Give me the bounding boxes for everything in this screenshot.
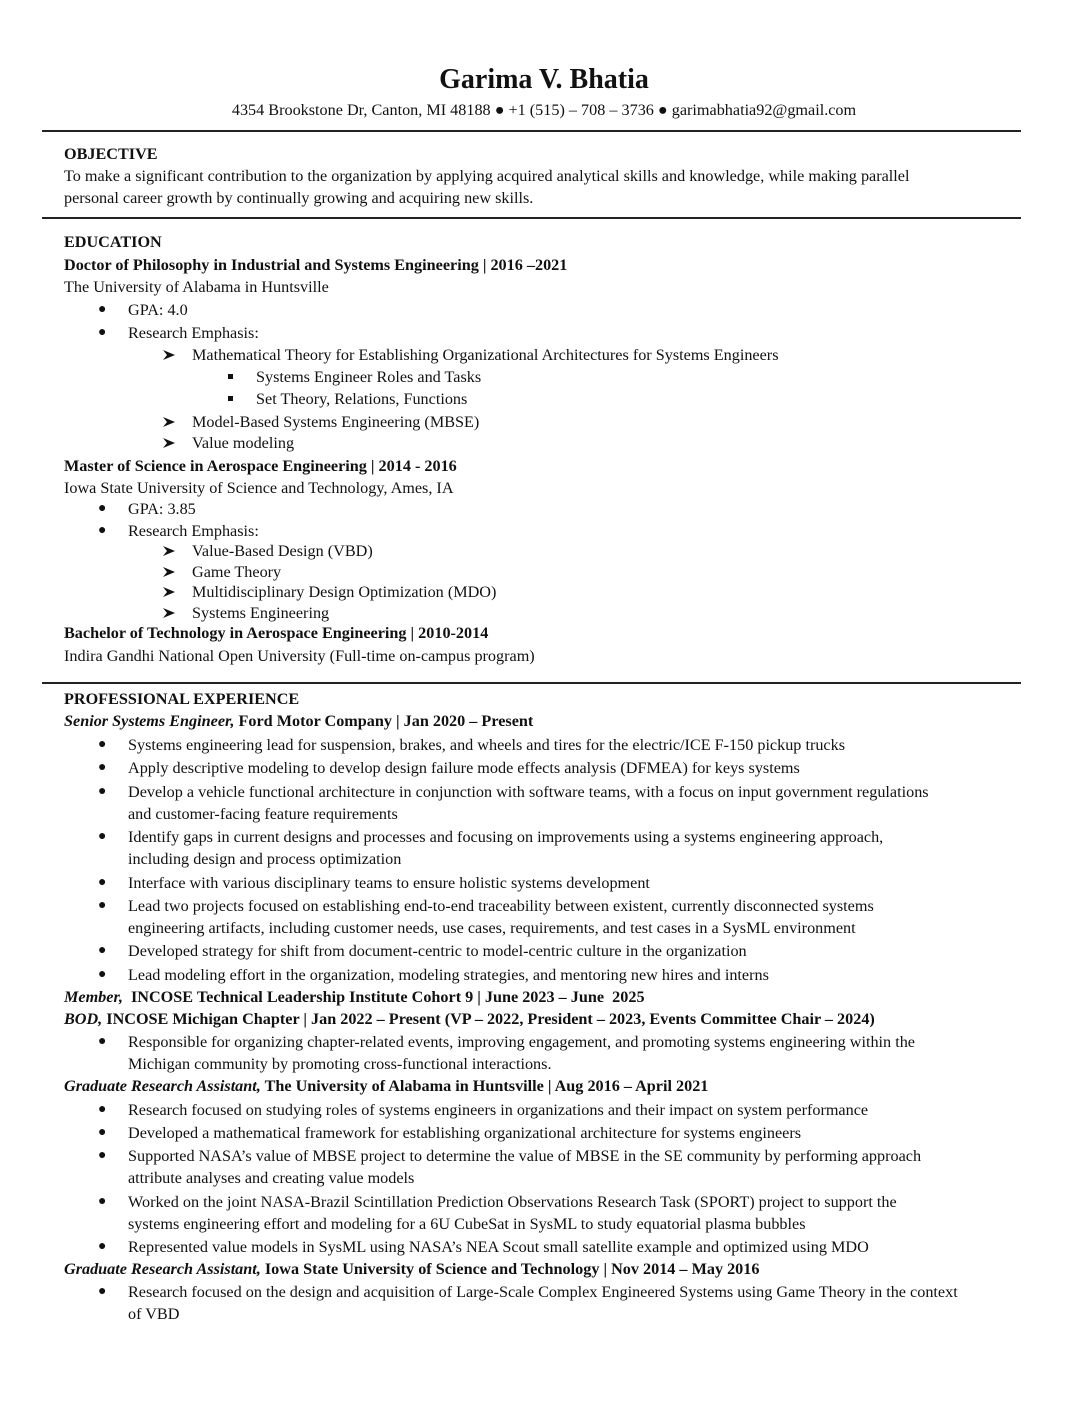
job-organization: Iowa State University of Science and Technology | Nov 2014 – May 2016 [260, 1260, 760, 1278]
job-bullet-text: systems engineering effort and modeling for a 6U CubeSat in SysML to study equatorial plasma bubbles [128, 1215, 806, 1233]
arrow-bullet-icon [162, 582, 176, 602]
square-bullet-icon [228, 374, 233, 379]
job-bullet-text: Worked on the joint NASA-Brazil Scintillation Prediction Observations Research Task (SPORT) project to support the [128, 1193, 897, 1211]
job-heading [64, 987, 645, 1007]
research-topic: Model-Based Systems Engineering (MBSE) [192, 413, 480, 431]
job-organization: INCOSE Michigan Chapter | Jan 2022 – Present (VP – 2022, President – 2023, Events Committee Chair – 2024) [102, 1010, 875, 1028]
bullet-icon: ● [98, 1239, 107, 1254]
bullet-icon: ● [98, 1284, 107, 1299]
bullet-icon: ● [98, 1148, 107, 1163]
job-role: Graduate Research Assistant, [64, 1260, 261, 1278]
job-bullet-text: of VBD [128, 1305, 180, 1323]
degree-heading: Doctor of Philosophy in Industrial and Systems Engineering | 2016 –2021 [64, 256, 568, 274]
job-bullet-text: engineering artifacts, including customer needs, use cases, requirements, and test cases in a SysML environment [128, 919, 856, 937]
bullet-icon: ● [98, 967, 107, 982]
section-title-experience: PROFESSIONAL EXPERIENCE [64, 690, 300, 708]
contact-info: 4354 Brookstone Dr, Canton, MI 48188 ● +1 (515) – 708 – 3736 ● garimabhatia92@gmail.com [231, 101, 857, 119]
job-heading [64, 1009, 875, 1029]
job-role: Graduate Research Assistant, [64, 1077, 261, 1095]
job-bullet-text: Apply descriptive modeling to develop design failure mode effects analysis (DFMEA) for keys systems [128, 759, 800, 777]
bullet-icon: ● [98, 302, 107, 317]
job-heading [64, 711, 533, 731]
research-subtopic: Set Theory, Relations, Functions [256, 390, 468, 408]
job-role: Senior Systems Engineer, [64, 712, 235, 730]
bullet-icon: ● [98, 829, 107, 844]
arrow-bullet-icon [162, 433, 176, 453]
bullet-icon: ● [98, 1102, 107, 1117]
bullet-icon: ● [98, 1125, 107, 1140]
degree-heading: Master of Science in Aerospace Engineering | 2014 - 2016 [64, 457, 457, 475]
job-bullet-text: Developed a mathematical framework for establishing organizational architecture for systems engineers [128, 1124, 802, 1142]
bullet-icon: ● [98, 737, 107, 752]
job-bullet-text: including design and process optimization [128, 850, 402, 868]
research-emphasis-label: Research Emphasis: [128, 522, 259, 540]
job-organization: Ford Motor Company | Jan 2020 – Present [234, 712, 534, 730]
arrow-bullet-icon [162, 603, 176, 623]
job-bullet-text: Research focused on the design and acquisition of Large-Scale Complex Engineered Systems using Game Theory in the context [128, 1283, 958, 1301]
bullet-icon: ● [98, 760, 107, 775]
arrow-bullet-icon [162, 345, 176, 365]
research-topic: Value modeling [192, 434, 295, 452]
job-bullet-text: Research focused on studying roles of systems engineers in organizations and their impact on system performance [128, 1101, 869, 1119]
bullet-icon: ● [98, 1034, 107, 1049]
degree-heading: Bachelor of Technology in Aerospace Engineering | 2010-2014 [64, 624, 489, 642]
job-role: Member, [64, 988, 123, 1006]
degree-school: The University of Alabama in Huntsville [64, 278, 329, 296]
bullet-icon: ● [98, 1194, 107, 1209]
job-heading [64, 1076, 708, 1096]
job-bullet-text: Michigan community by promoting cross-functional interactions. [128, 1055, 552, 1073]
job-bullet-text: Identify gaps in current designs and processes and focusing on improvements using a systems engineering approach, [128, 828, 884, 846]
job-organization: The University of Alabama in Huntsville | Aug 2016 – April 2021 [260, 1077, 709, 1095]
bullet-icon: ● [98, 523, 107, 538]
job-bullet-text: Develop a vehicle functional architecture in conjunction with software teams, with a focus on input government regulations [128, 783, 929, 801]
bullet-icon: ● [98, 325, 107, 340]
square-bullet-icon [228, 396, 233, 401]
section-title-objective: OBJECTIVE [64, 145, 158, 163]
objective-text-line: personal career growth by continually growing and acquiring new skills. [64, 189, 534, 207]
bullet-icon: ● [98, 943, 107, 958]
job-bullet-text: Developed strategy for shift from document-centric to model-centric culture in the organization [128, 942, 747, 960]
bullet-icon: ● [98, 784, 107, 799]
job-bullet-text: Represented value models in SysML using NASA’s NEA Scout small satellite example and optimized using MDO [128, 1238, 869, 1256]
arrow-bullet-icon [162, 412, 176, 432]
divider [42, 682, 1021, 684]
research-topic: Multidisciplinary Design Optimization (MDO) [192, 583, 497, 601]
job-organization: INCOSE Technical Leadership Institute Cohort 9 | June 2023 – June 2025 [122, 988, 645, 1006]
research-emphasis-label: Research Emphasis: [128, 324, 259, 342]
job-role: BOD, [64, 1010, 103, 1028]
bullet-icon: ● [98, 875, 107, 890]
section-title-education: EDUCATION [64, 233, 162, 251]
job-bullet-text: attribute analyses and creating value models [128, 1169, 415, 1187]
arrow-bullet-icon [162, 541, 176, 561]
research-topic: Game Theory [192, 563, 282, 581]
job-heading [64, 1259, 759, 1279]
arrow-bullet-icon [162, 562, 176, 582]
degree-school: Iowa State University of Science and Technology, Ames, IA [64, 479, 454, 497]
job-bullet-text: Interface with various disciplinary teams to ensure holistic systems development [128, 874, 650, 892]
job-bullet-text: Supported NASA’s value of MBSE project to determine the value of MBSE in the SE community by performing approach [128, 1147, 922, 1165]
research-topic: Mathematical Theory for Establishing Organizational Architectures for Systems Engineers [192, 346, 779, 364]
research-topic: Value-Based Design (VBD) [192, 542, 373, 560]
gpa: GPA: 3.85 [128, 500, 196, 518]
research-subtopic: Systems Engineer Roles and Tasks [256, 368, 482, 386]
job-bullet-text: Lead modeling effort in the organization, modeling strategies, and mentoring new hires and interns [128, 966, 769, 984]
objective-text-line: To make a significant contribution to the organization by applying acquired analytical skills and knowledge, while making parallel [64, 167, 910, 185]
degree-school: Indira Gandhi National Open University (Full-time on-campus program) [64, 647, 535, 665]
bullet-icon: ● [98, 898, 107, 913]
resume-name: Garima V. Bhatia [439, 64, 649, 95]
gpa: GPA: 4.0 [128, 301, 188, 319]
divider [42, 217, 1021, 219]
job-bullet-text: Systems engineering lead for suspension, brakes, and wheels and tires for the electric/ICE F-150 pickup trucks [128, 736, 846, 754]
job-bullet-text: Responsible for organizing chapter-related events, improving engagement, and promoting systems engineering within the [128, 1033, 915, 1051]
job-bullet-text: and customer-facing feature requirements [128, 805, 398, 823]
divider [42, 130, 1021, 132]
bullet-icon: ● [98, 501, 107, 516]
research-topic: Systems Engineering [192, 604, 330, 622]
job-bullet-text: Lead two projects focused on establishing end-to-end traceability between existent, currently disconnected systems [128, 897, 874, 915]
